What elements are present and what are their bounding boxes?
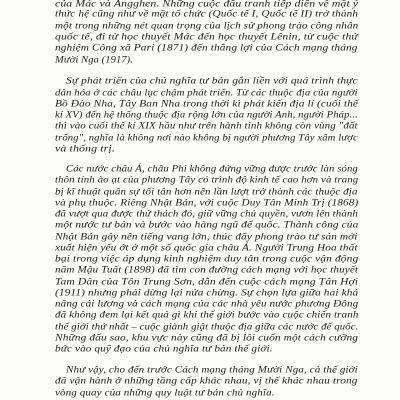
line-20: Nhật Bản gây nên tiếng vang lớn, thúc đẩy phong trào tư sản mới <box>55 232 358 243</box>
line-21: xuất hiện yếu ớt ở một số quốc gia châu Á. Người Trung Hoa thất <box>55 243 358 254</box>
line-7: Sự phát triển của chủ nghĩa tư bản gắn liền với quá trình thực <box>66 76 358 87</box>
line-30: bức vào quỹ đạo của chủ nghĩa tư bản thế giới. <box>55 344 273 355</box>
line-5: nghiệm Công xã Pari (1871) đến thắng lợi của Cách mạng tháng <box>55 43 358 54</box>
line-1: của Mác và Ăngghen. Những cuộc đấu tranh tiếp diễn về mặt ý <box>55 0 359 10</box>
line-33: vòng quay của những quy luật tư bản chủ nghĩa. <box>55 388 275 399</box>
line-26: năng cải lương và cách mạng của các nhà yêu nước phương Đông <box>55 299 359 310</box>
line-9: Bồ Đào Nha, Tây Ban Nha trong thời kì phát kiến địa lí (cuối thế <box>55 99 359 110</box>
line-24: Tam Dân của Tôn Trung Sơn, dẫn đến cuộc cách mạng Tân Hợi <box>55 277 359 288</box>
line-6: Mười Nga (1917). <box>55 55 134 66</box>
line-28: thế giới thứ nhất – cuộc giành giật thuộc địa giữa các nước đế quốc. <box>55 322 359 333</box>
line-10: kỉ XV) đến hệ thống thuộc địa rộng lớn của người Anh, người Pháp... <box>55 110 358 121</box>
line-23: năm Mậu Tuất (1898) đã tìm con đường cách mạng với học thuyết <box>55 265 359 276</box>
line-16: bị kĩ thuật quân sự tối tân hơn nên lần lượt trở thành các thuộc địa <box>55 187 358 198</box>
line-25: (1911) nhưng phải dừng lại nửa chừng. Sự chọn lựa giữa hai khả <box>55 288 359 299</box>
line-4: quốc tế, đi từ học thuyết Mác đến học thuyết Lênin, từ cuộc thử <box>55 32 358 43</box>
line-15: thôn tính ào ạt của phương Tây có trình độ kinh tế cao hơn và trang <box>55 175 359 186</box>
line-11: thì vào cuối thế kỉ XIX hầu như trên hành tinh không còn vùng "đất <box>55 121 358 132</box>
line-14: Các nước châu Á, châu Phi không đứng vững được trước làn sóng <box>66 164 358 175</box>
line-13: và thống trị. <box>55 144 115 155</box>
line-12: trống", nghĩa là không nơi nào không bị người phương Tây xâm lược <box>55 133 358 144</box>
line-18: đã vượt qua được thử thách đó, giữ vững chủ quyền, vươn lên thành <box>55 209 358 220</box>
line-3: một trong những nét quan trọng của lịch sử phong trào công nhân <box>55 21 359 32</box>
line-2: thức hệ cũng như về mặt tổ chức (Quốc tế I, Quốc tế II) trở thành <box>55 9 359 20</box>
line-22: bại trong việc áp dụng kinh nghiệm duy tân trong cuộc vận động <box>55 254 359 265</box>
line-27: đã không đem lại kết quả gì khi thế giới bước vào cuộc chiến tranh <box>55 310 359 321</box>
line-8: dân hóa ở các châu lục chậm phát triển. Từ các thuộc địa của người <box>55 88 358 99</box>
line-32: đã vận hành ở những tầng cấp khác nhau, vị thế khác nhau trong <box>55 376 358 387</box>
line-17: và phụ thuộc. Riêng Nhật Bản, với cuộc Duy Tân Minh Trị (1868) <box>55 198 359 209</box>
line-29: Những đấu sao, khu vực này cũng đã bị lôi cuốn một cách cưỡng <box>55 333 359 344</box>
line-31: Như vậy, cho đến trước Cách mạng tháng Mười Nga, cả thế giới <box>66 365 358 376</box>
line-19: một nước tư bản và bước vào hàng ngũ đế quốc. Thành công của <box>55 220 359 231</box>
